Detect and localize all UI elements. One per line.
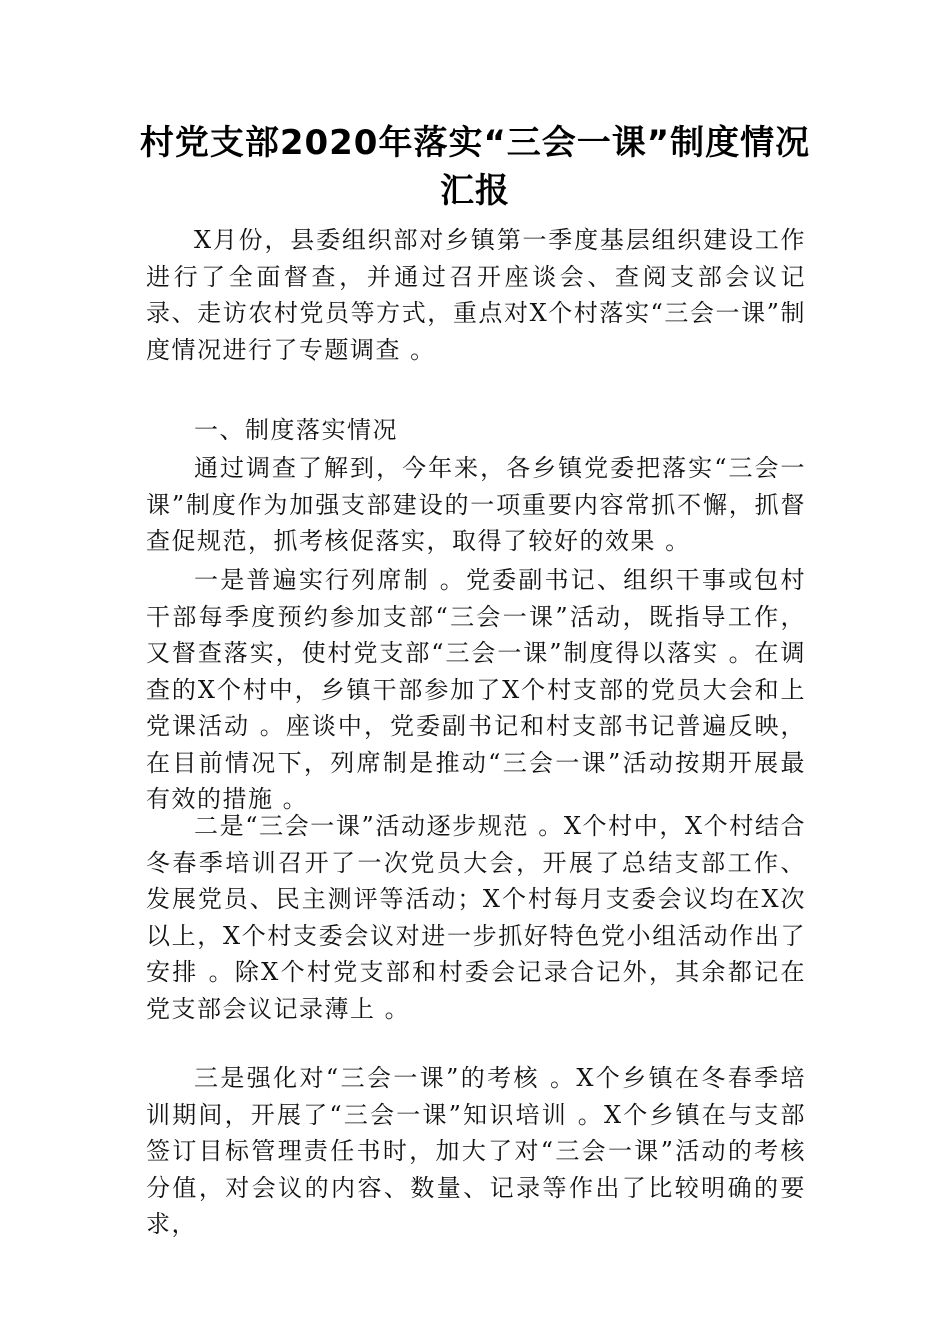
- intro-paragraph: X月份，县委组织部对乡镇第一季度基层组织建设工作进行了全面督查，并通过召开座谈会、查阅支部会议记录、走访农村党员等方式，重点对X个村落实“三会一课”制度情况进行了专题调查 。: [146, 226, 806, 364]
- point-one-paragraph: 一是普遍实行列席制 。党委副书记、组织干事或包村干部每季度预约参加支部“三会一课”活动，既指导工作，又督查落实，使村党支部“三会一课”制度得以落实 。在调查的X个村中，乡镇干部参加了X个村支部的党员大会和上党课活动 。座谈中，党委副书记和村支部书记普遍反映，在目前情况下，列席制是推动“三会一课”活动按期开展最有效的措施 。: [146, 566, 806, 813]
- point-three-paragraph: 三是强化对“三会一课”的考核 。X个乡镇在冬春季培训期间，开展了“三会一课”知识培训 。X个乡镇在与支部签订目标管理责任书时，加大了对“三会一课”活动的考核分值，对会议的内容、数量、记录等作出了比较明确的要求，: [146, 1064, 806, 1238]
- point-two-paragraph: 二是“三会一课”活动逐步规范 。X个村中，X个村结合冬春季培训召开了一次党员大会，开展了总结支部工作、发展党员、民主测评等活动；X个村每月支委会议均在X次以上，X个村支委会议对进一步抓好特色党小组活动作出了安排 。除X个村党支部和村委会记录合记外，其余都记在党支部会议记录薄上 。: [146, 812, 806, 1023]
- document-title-line-1: 村党支部2020年落实“三会一课”制度情况: [139, 123, 811, 163]
- document-title-line-2: 汇报: [440, 171, 510, 211]
- summary-paragraph: 通过调查了解到，今年来，各乡镇党委把落实“三会一课”制度作为加强支部建设的一项重要内容常抓不懈，抓督查促规范，抓考核促落实，取得了较好的效果 。: [146, 454, 806, 555]
- section-heading: 一、制度落实情况: [194, 416, 398, 444]
